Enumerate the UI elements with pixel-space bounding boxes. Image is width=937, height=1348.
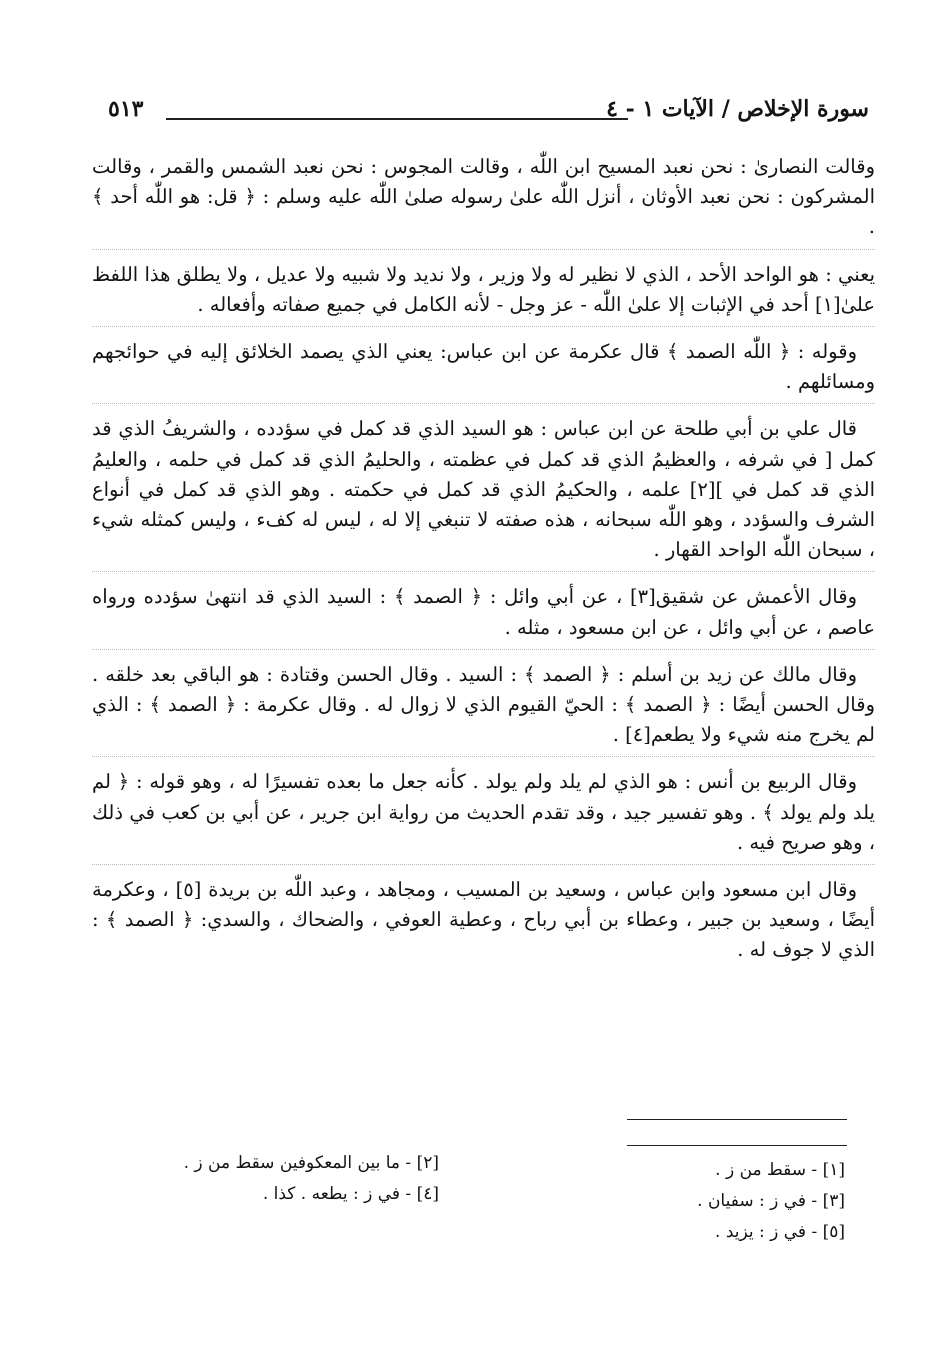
footnotes-right-column	[697, 1155, 845, 1248]
footnote: [٥] - في ز : يزيد .	[715, 1222, 845, 1242]
paragraph: وقال ابن مسعود وابن عباس ، وسعيد بن المسيب ، ومجاهد ، وعبد اللّٰه بن بريدة [٥] ، وعكرمة أيضًا ، وسعيد بن جبير ، وعطاء بن أبي رباح ، وعطية العوفي ، والضحاك ، والسدي: ﴿ الصمد ﴾ : الذي لا جوف له .	[92, 878, 875, 962]
paragraph: وقال الربيع بن أنس : هو الذي لم يلد ولم يولد . كأنه جعل ما بعده تفسيرًا له ، وهو قوله : ﴿ لم يلد ولم يولد ﴾ . وهو تفسير جيد ، وقد تقدم الحديث من رواية ابن جرير ، عن أبي بن كعب في ذلك ، وهو صريح فيه .	[92, 767, 875, 865]
footnote: [٣] - في ز : سفيان .	[697, 1191, 845, 1211]
footnotes-left-column	[184, 1148, 439, 1210]
paragraph: قال علي بن أبي طلحة عن ابن عباس : هو السيد الذي قد كمل في سؤدده ، والشريفُ الذي قد كمل [ في شرفه ، والعظيمُ الذي قد كمل في عظمته ، والحليمُ الذي قد كمل في حلمه ، والعليمُ الذي قد كمل في ][٢] علمه ، والحكيمُ الذي قد كمل في حكمته . وهو الذي قد كمل في أنواع الشرف والسؤدد ، وهو اللّٰه سبحانه ، هذه صفته لا تنبغي إلا له ، ليس له كفء ، وليس كمثله شيء ، سبحان اللّٰه الواحد القهار .	[92, 414, 875, 572]
footnote: [٤] - في ز : يطعه . كذا .	[262, 1184, 439, 1204]
running-title: سورة الإخلاص / الآيات ١ - ٤	[606, 96, 869, 122]
footnote-rule	[627, 1119, 847, 1120]
paragraph: وقوله : ﴿ اللّٰه الصمد ﴾ قال عكرمة عن ابن عباس: يعني الذي يصمد الخلائق إليه في حوائجهم ومسائلهم .	[92, 337, 875, 404]
main-text	[92, 152, 875, 982]
page-header	[108, 96, 869, 136]
paragraph: وقال الأعمش عن شقيق[٣] ، عن أبي وائل : ﴿ الصمد ﴾ : السيد الذي قد انتهىٰ سؤدده ورواه عاصم ، عن أبي وائل ، عن ابن مسعود ، مثله .	[92, 582, 875, 649]
page-number: ٥١٣	[108, 96, 144, 122]
paragraph: وقالت النصارىٰ : نحن نعبد المسيح ابن اللّٰه ، وقالت المجوس : نحن نعبد الشمس والقمر ، وقالت المشركون : نحن نعبد الأوثان ، أنزل اللّٰه علىٰ رسوله صلىٰ اللّٰه عليه وسلم : ﴿ قل: هو اللّٰه أحد ﴾ .	[92, 152, 875, 250]
paragraph: يعني : هو الواحد الأحد ، الذي لا نظير له ولا وزير ، ولا نديد ولا شبيه ولا عديل ، ولا يطلق هذا اللفظ علىٰ[١] أحد في الإثبات إلا علىٰ اللّٰه - عز وجل - لأنه الكامل في جميع صفاته وأفعاله .	[92, 260, 875, 327]
footnote: [١] - سقط من ز .	[715, 1160, 845, 1180]
header-rule	[166, 118, 628, 120]
footnote-rule	[627, 1145, 847, 1146]
footnote: [٢] - ما بين المعكوفين سقط من ز .	[183, 1153, 439, 1173]
paragraph: وقال مالك عن زيد بن أسلم : ﴿ الصمد ﴾ : السيد . وقال الحسن وقتادة : هو الباقي بعد خلقه . وقال الحسن أيضًا : ﴿ الصمد ﴾ : الحيّ القيوم الذي لا زوال له . وقال عكرمة : ﴿ الصمد ﴾ : الذي لم يخرج منه شيء ولا يطعم[٤] .	[92, 660, 875, 758]
